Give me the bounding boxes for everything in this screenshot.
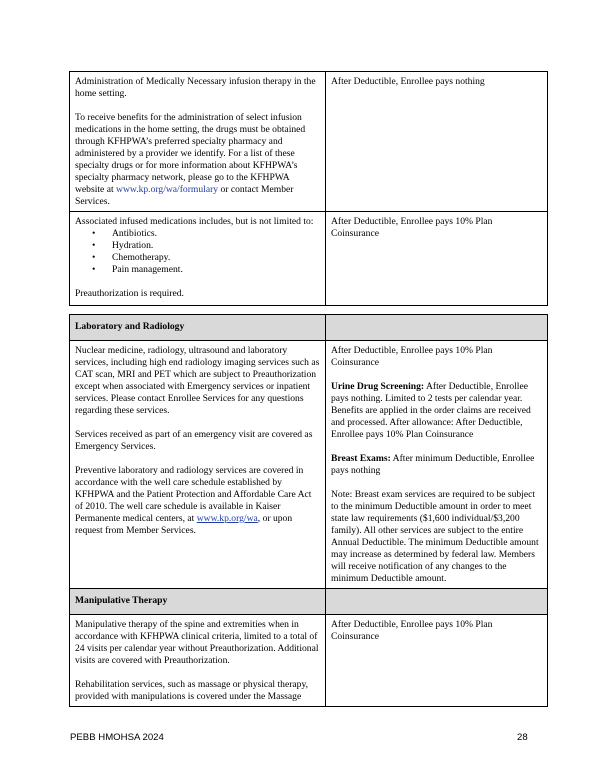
infusion-cost: After Deductible, Enrollee pays nothing xyxy=(331,76,485,87)
infusion-table xyxy=(69,71,548,306)
infusion-intro: Administration of Medically Necessary infusion therapy in the home setting. xyxy=(75,76,316,99)
section-header-row xyxy=(70,589,548,615)
infused-meds-cell xyxy=(70,212,326,306)
breast-exams: Breast Exams: After minimum Deductible, Enrollee pays nothing xyxy=(331,453,535,476)
preauthorization-note: Preauthorization is required. xyxy=(75,288,184,299)
kp-website-link[interactable]: www.kp.org/wa xyxy=(196,513,258,524)
rehab-services-text: Rehabilitation services, such as massage or physical therapy, provided with manipulations is covered under the Massage xyxy=(75,679,309,702)
lab-services-text: Nuclear medicine, radiology, ultrasound and laboratory services, including high end radiology imaging services such as CAT scan, MRI and PET which are subject to Preauthorization except when associated with Emergency services or inpatient services. Please contact Enrollee Services for any questions regarding these services. xyxy=(75,345,320,416)
section-header-blank xyxy=(326,315,548,341)
section-title: Laboratory and Radiology xyxy=(70,315,326,341)
list-item: • Hydration. xyxy=(112,240,320,252)
infused-meds-cost: After Deductible, Enrollee pays 10% Plan Coinsurance xyxy=(331,216,493,239)
lab-emergency-text: Services received as part of an emergency visit are covered as Emergency Services. xyxy=(75,429,313,452)
infused-meds-intro: Associated infused medications includes, but is not limited to: xyxy=(75,216,314,227)
infusion-description-cell xyxy=(70,72,326,212)
footer-page-number: 28 xyxy=(517,732,528,743)
list-item: • Chemotherapy. xyxy=(112,252,320,264)
section-header-row xyxy=(70,315,548,341)
lab-radiology-table xyxy=(69,314,548,589)
infusion-cost-cell xyxy=(326,72,548,212)
infused-meds-cost-cell xyxy=(326,212,548,306)
manip-cost-cell xyxy=(326,615,548,707)
section-title: Manipulative Therapy xyxy=(70,589,326,615)
infused-meds-list xyxy=(75,228,320,276)
table-row xyxy=(70,72,548,212)
lab-cost-cell xyxy=(326,341,548,589)
list-item: • Pain management. xyxy=(112,264,320,276)
section-header-blank xyxy=(326,589,548,615)
urine-drug-screening: Urine Drug Screening: After Deductible, Enrollee pays nothing. Limited to 2 tests per calendar year. Benefits are applied in the order claims are received and processed. After allowance: After Deductible, Enrollee pays 10% Plan Coinsurance xyxy=(331,381,531,440)
list-item: • Antibiotics. xyxy=(112,228,320,240)
table-row xyxy=(70,341,548,589)
manip-cost: After Deductible, Enrollee pays 10% Plan Coinsurance xyxy=(331,619,493,642)
breast-exam-note: Note: Breast exam services are required to be subject to the minimum Deductible amount in order to meet state law requirements ($1,600 individual/$3,200 family). All other services are subject to the entire Annual Deductible. The minimum Deductible amount may increase as determined by federal law. Members will receive notification of any changes to the minimum Deductible amount. xyxy=(331,489,539,584)
manipulative-therapy-table xyxy=(69,588,548,707)
manip-therapy-text: Manipulative therapy of the spine and extremities when in accordance with KFHPWA clinical criteria, limited to a total of 24 visits per calendar year without Preauthorization. Additional visits are covered with Preauthorization. xyxy=(75,619,319,666)
lab-description-cell xyxy=(70,341,326,589)
footer-document-title: PEBB HMOHSA 2024 xyxy=(70,732,164,743)
table-row xyxy=(70,615,548,707)
infusion-details: To receive benefits for the administration of select infusion medications in the home setting, the drugs must be obtained through KFHPWA’s preferred specialty pharmacy and administered by a provider we identify. For a list of these specialty drugs or for more information about KFHPWA’s specialty pharmacy network, please go to the KFHPWA website at www.kp.org/wa/formulary or contact Member Services. xyxy=(75,112,306,207)
manip-description-cell xyxy=(70,615,326,707)
lab-preventive-text: Preventive laboratory and radiology services are covered in accordance with the well care schedule established by KFHPWA and the Patient Protection and Affordable Care Act of 2010. The well care schedule is available in Kaiser Permanente medical centers, at www.kp.org/wa, or upon request from Member Services. xyxy=(75,465,312,536)
lab-cost: After Deductible, Enrollee pays 10% Plan Coinsurance xyxy=(331,345,493,368)
table-row xyxy=(70,212,548,306)
formulary-link[interactable]: www.kp.org/wa/formulary xyxy=(116,184,219,195)
